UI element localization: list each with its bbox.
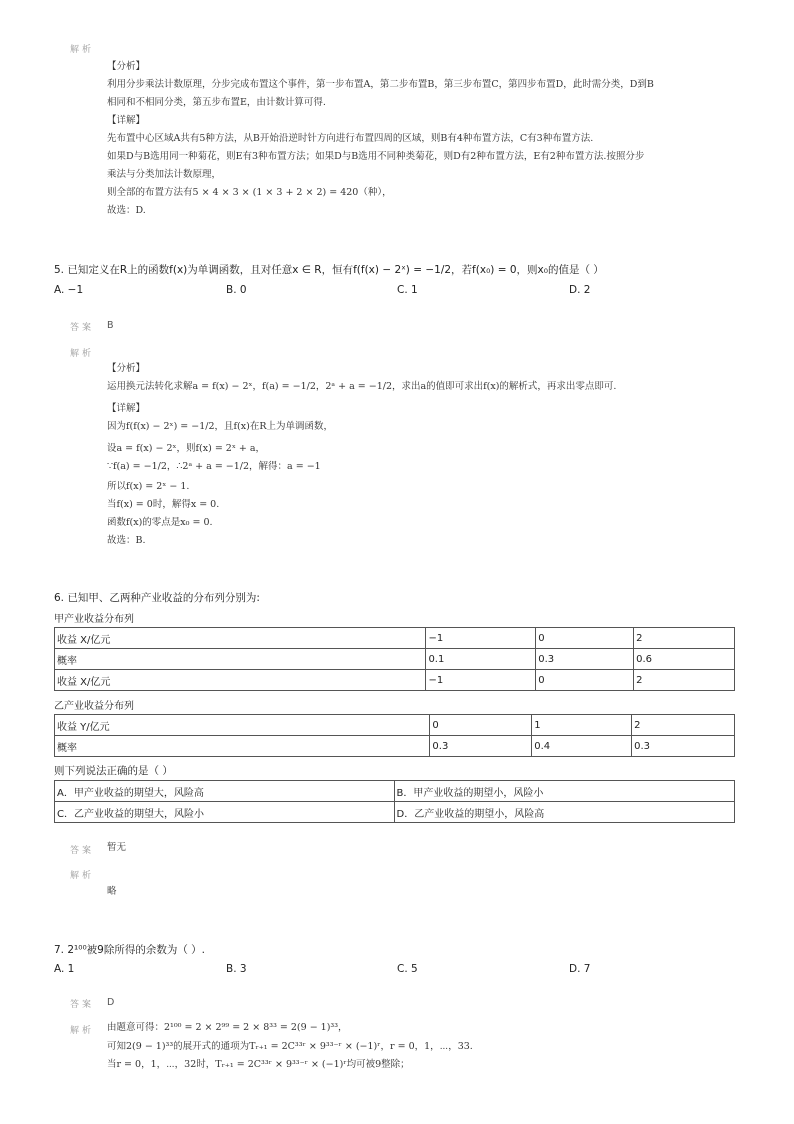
analysis-text: 略 bbox=[107, 886, 117, 897]
analysis-label: 解析 bbox=[70, 871, 95, 881]
analysis-line: 如果D与B选用同一种菊花，则E有3种布置方法；如果D与B选用不同种类菊花，则D有2种布置方法，E有2种布置方法.按照分步 bbox=[107, 151, 645, 162]
option-a[interactable]: A．甲产业收益的期望大，风险高 bbox=[55, 781, 395, 802]
analysis-line: ∵f(a) = −1/2，∴2ᵃ + a = −1/2，解得：a = −1 bbox=[107, 461, 321, 472]
table-cell: 2 bbox=[634, 670, 735, 691]
table-cell: 0.6 bbox=[634, 649, 735, 670]
table-cell: 收益 X/亿元 bbox=[55, 628, 426, 649]
table-cell: 0 bbox=[536, 670, 634, 691]
analysis-line: 可知2(9 − 1)³³的展开式的通项为Tᵣ₊₁ = 2C³³ʳ × 9³³⁻ʳ × (−1)ʳ，r = 0，1，⋯，33. bbox=[107, 1041, 473, 1052]
analysis-line: 函数f(x)的零点是x₀ = 0. bbox=[107, 517, 213, 528]
table-cell: −1 bbox=[426, 670, 536, 691]
answer-value: D bbox=[107, 997, 115, 1008]
analysis-line: 先布置中心区域A共有5种方法，从B开始沿逆时针方向进行布置四周的区域，则B有4种布置方法，C有3种布置方法. bbox=[107, 133, 594, 144]
answer-value: 暂无 bbox=[107, 842, 127, 853]
analysis-line: 乘法与分类加法计数原理， bbox=[107, 169, 222, 180]
table-cell: 0 bbox=[536, 628, 634, 649]
table-cell: 0.3 bbox=[430, 736, 532, 757]
table-cell: 2 bbox=[634, 628, 735, 649]
answer-label: 答案 bbox=[70, 1000, 95, 1010]
table-cell: 收益 Y/亿元 bbox=[55, 715, 430, 736]
table-row bbox=[55, 736, 735, 757]
answer-value: B bbox=[107, 320, 114, 331]
option-b[interactable]: B. 3 bbox=[226, 963, 247, 975]
option-b[interactable]: B．甲产业收益的期望小，风险小 bbox=[394, 781, 735, 802]
analysis-line: 【分析】 bbox=[107, 61, 146, 72]
table-caption-yi: 乙产业收益分布列 bbox=[54, 701, 134, 712]
distribution-table-yi bbox=[54, 714, 735, 757]
option-c[interactable]: C．乙产业收益的期望大，风险小 bbox=[55, 802, 395, 823]
analysis-line: 因为f(f(x) − 2ˣ) = −1/2，且f(x)在R上为单调函数， bbox=[107, 421, 333, 432]
analysis-line: 所以f(x) = 2ˣ − 1. bbox=[107, 481, 190, 492]
table-row bbox=[55, 781, 735, 802]
table-row bbox=[55, 649, 735, 670]
table-cell: 0 bbox=[430, 715, 532, 736]
table-row bbox=[55, 802, 735, 823]
table-cell: 概率 bbox=[55, 736, 430, 757]
answer-label: 答案 bbox=[70, 323, 95, 333]
analysis-line: 相同和不相同分类，第五步布置E，由计数计算可得. bbox=[107, 97, 326, 108]
table-cell: 0.1 bbox=[426, 649, 536, 670]
analysis-line: 当f(x) = 0时，解得x = 0. bbox=[107, 499, 220, 510]
option-c[interactable]: C. 1 bbox=[397, 284, 418, 296]
table-cell: 0.4 bbox=[532, 736, 632, 757]
question-6-prompt: 则下列说法正确的是（ ） bbox=[54, 765, 173, 777]
options-table bbox=[54, 780, 735, 823]
analysis-line: 当r = 0，1，⋯，32时，Tᵣ₊₁ = 2C³³ʳ × 9³³⁻ʳ × (−1)ʳ均可被9整除； bbox=[107, 1059, 410, 1070]
option-b[interactable]: B. 0 bbox=[226, 284, 247, 296]
analysis-line: 故选：D. bbox=[107, 205, 146, 216]
table-row bbox=[55, 715, 735, 736]
option-d[interactable]: D. 2 bbox=[569, 284, 591, 296]
question-7-text: 7. 2¹⁰⁰被9除所得的余数为（ ）. bbox=[54, 944, 206, 956]
distribution-table-jia bbox=[54, 627, 735, 691]
table-cell: 1 bbox=[532, 715, 632, 736]
analysis-line: 故选：B. bbox=[107, 535, 146, 546]
option-a[interactable]: A. 1 bbox=[54, 963, 75, 975]
table-row bbox=[55, 628, 735, 649]
analysis-label: 解析 bbox=[70, 45, 95, 55]
analysis-line: 运用换元法转化求解a = f(x) − 2ˣ，f(a) = −1/2，2ᵃ + a = −1/2，求出a的值即可求出f(x)的解析式，再求出零点即可. bbox=[107, 381, 617, 392]
question-6-text: 6. 已知甲、乙两种产业收益的分布列分别为: bbox=[54, 592, 260, 604]
table-caption-jia: 甲产业收益分布列 bbox=[54, 614, 134, 625]
table-cell: 概率 bbox=[55, 649, 426, 670]
analysis-label: 解析 bbox=[70, 1026, 95, 1036]
analysis-line: 利用分步乘法计数原理，分步完成布置这个事件，第一步布置A，第二步布置B，第三步布置C，第四步布置D，此时需分类，D到B bbox=[107, 79, 654, 90]
table-cell: 0.3 bbox=[632, 736, 735, 757]
option-c[interactable]: C. 5 bbox=[397, 963, 418, 975]
analysis-label: 解析 bbox=[70, 349, 95, 359]
question-5-text: 5. 已知定义在R上的函数f(x)为单调函数，且对任意x ∈ R，恒有f(f(x) − 2ˣ) = −1/2，若f(x₀) = 0，则x₀的值是（ ） bbox=[54, 264, 604, 276]
table-cell: 收益 X/亿元 bbox=[55, 670, 426, 691]
analysis-line: 由题意可得：2¹⁰⁰ = 2 × 2⁹⁹ = 2 × 8³³ = 2(9 − 1)³³， bbox=[107, 1022, 348, 1033]
table-cell: 2 bbox=[632, 715, 735, 736]
table-cell: −1 bbox=[426, 628, 536, 649]
analysis-line: 则全部的布置方法有5 × 4 × 3 × (1 × 3 + 2 × 2) = 420（种）， bbox=[107, 187, 392, 198]
analysis-line: 【分析】 bbox=[107, 363, 146, 374]
table-row bbox=[55, 670, 735, 691]
option-a[interactable]: A. −1 bbox=[54, 284, 84, 296]
option-d[interactable]: D. 7 bbox=[569, 963, 591, 975]
analysis-line: 【详解】 bbox=[107, 403, 146, 414]
analysis-line: 设a = f(x) − 2ˣ，则f(x) = 2ˣ + a， bbox=[107, 443, 266, 454]
analysis-line: 【详解】 bbox=[107, 115, 146, 126]
answer-label: 答案 bbox=[70, 846, 95, 856]
option-d[interactable]: D．乙产业收益的期望小，风险高 bbox=[394, 802, 735, 823]
table-cell: 0.3 bbox=[536, 649, 634, 670]
